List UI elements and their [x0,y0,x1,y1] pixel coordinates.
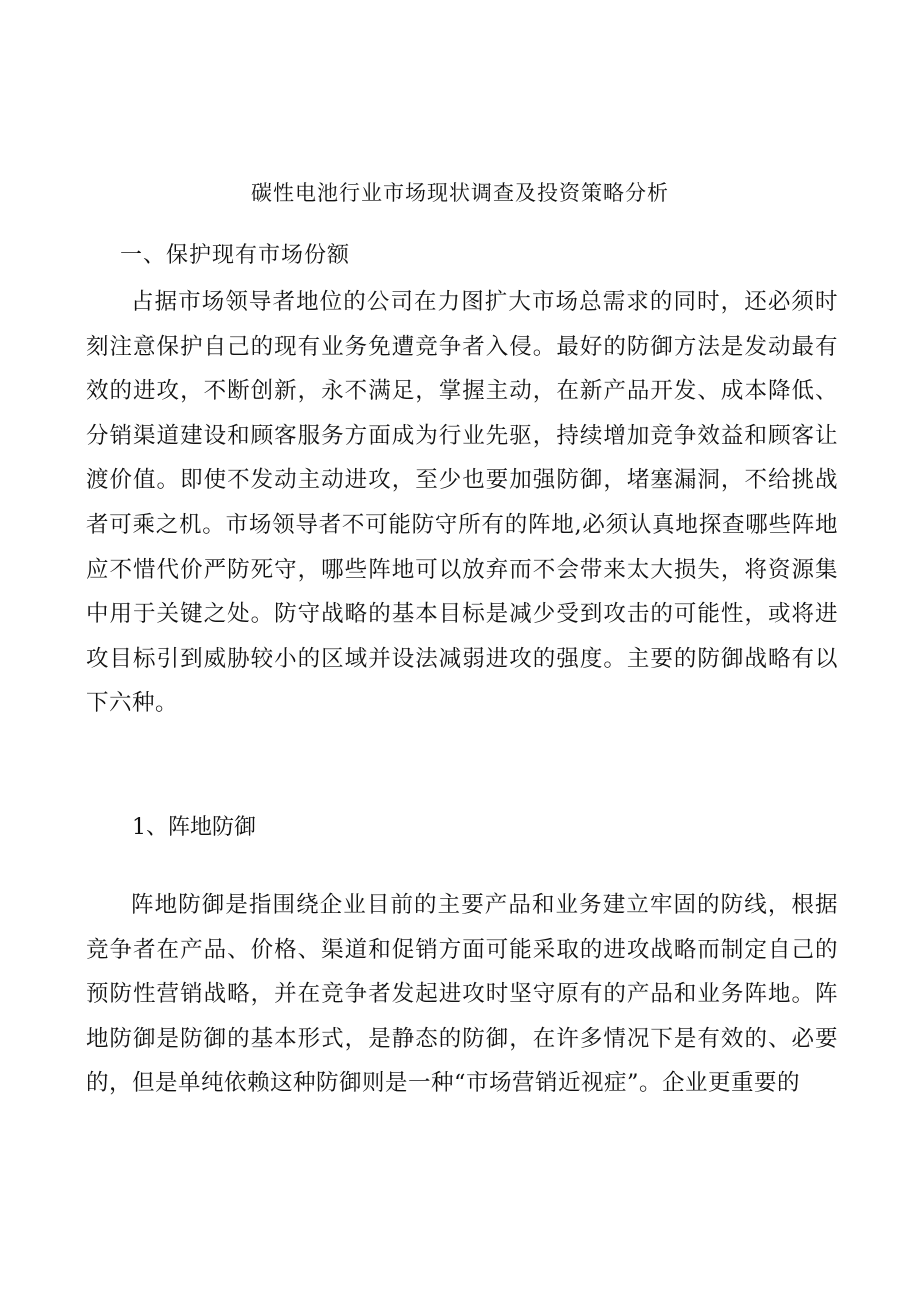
document-title: 碳性电池行业市场现状调查及投资策略分析 [251,181,669,205]
subsection-paragraph: 阵地防御是指围绕企业目前的主要产品和业务建立牢固的防线，根据竞争者在产品、价格、渠道和促销方面可能采取的进攻战略而制定自己的预防性营销战略，并在竞争者发起进攻时坚守原有的产品和业务阵地。阵地防御是防御的基本形式，是静态的防御，在许多情况下是有效的、必要的，但是单纯依赖这种防御则是一种“市场营销近视症”。企业更重要的 [86,892,838,1097]
subsection-heading: 1、阵地防御 [132,815,256,840]
section-paragraph: 占据市场领导者地位的公司在力图扩大市场总需求的同时，还必须时刻注意保护自己的现有业务免遭竞争者入侵。最好的防御方法是发动最有效的进攻，不断创新，永不满足，掌握主动，在新产品开发、成本降低、分销渠道建设和顾客服务方面成为行业先驱，持续增加竞争效益和顾客让渡价值。即使不发动主动进攻，至少也要加强防御，堵塞漏洞，不给挑战者可乘之机。市场领导者不可能防守所有的阵地,必须认真地探查哪些阵地应不惜代价严防死守，哪些阵地可以放弃而不会带来太大损失，将资源集中用于关键之处。防守战略的基本目标是减少受到攻击的可能性，或将进攻目标引到威胁较小的区域并设法减弱进攻的强度。主要的防御战略有以下六种。 [86,289,838,717]
section-heading: 一、保护现有市场份额 [120,243,351,268]
